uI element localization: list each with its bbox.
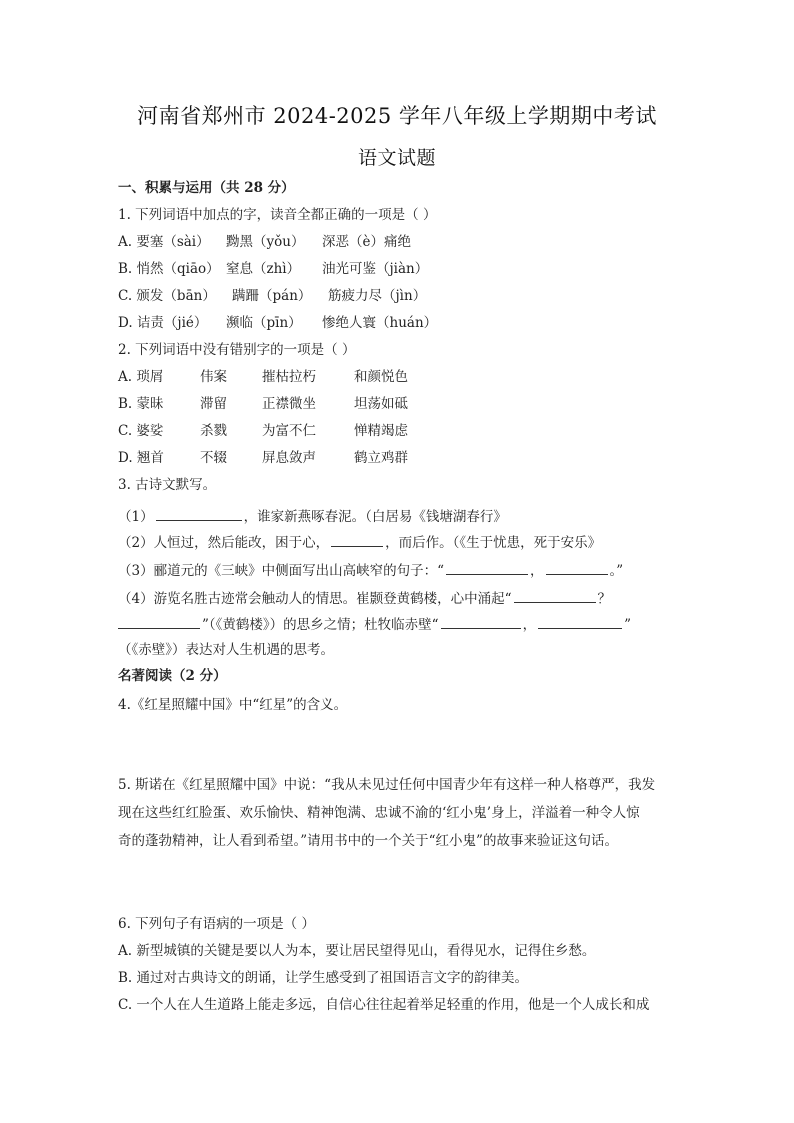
part-text: （3）郦道元的《三峡》中侧面写出山高峡窄的句子：“ bbox=[118, 563, 444, 579]
question-6-option-b: B. 通过对古典诗文的朗诵，让学生感受到了祖国语言文字的韵律美。 bbox=[118, 970, 529, 986]
option-word: 为富不仁 bbox=[262, 423, 316, 439]
question-5-line-3: 奇的蓬勃精神，让人看到希望。”请用书中的一个关于“红小鬼”的故事来验证这句话。 bbox=[118, 833, 618, 849]
part-text: ，谁家新燕啄春泥。（白居易《钱塘湖春行》 bbox=[243, 509, 507, 525]
option-word: 筋疲力尽（jìn） bbox=[328, 288, 427, 304]
option-word: C. 颁发（bān） bbox=[118, 288, 216, 304]
part-text: ” bbox=[624, 617, 631, 633]
option-word: B. 悄然（qiāo） bbox=[118, 261, 220, 277]
option-word: D. 翘首 bbox=[118, 450, 164, 466]
exam-title: 河南省郑州市 2024-2025 学年八年级上学期期中考试 bbox=[137, 104, 657, 128]
option-word: B. 蒙昧 bbox=[118, 396, 164, 412]
reading-heading: 名著阅读（2 分） bbox=[118, 668, 227, 684]
question-2-option-a bbox=[118, 367, 408, 387]
option-word: 正襟微坐 bbox=[262, 396, 316, 412]
question-3-part-4-cont bbox=[118, 614, 631, 635]
question-1-option-c bbox=[118, 286, 426, 306]
answer-blank[interactable] bbox=[538, 614, 622, 629]
question-2-option-d bbox=[118, 448, 408, 468]
answer-blank[interactable] bbox=[514, 588, 596, 603]
answer-blank[interactable] bbox=[446, 560, 528, 575]
part-text: ， bbox=[530, 563, 544, 579]
question-1-stem: 1. 下列词语中加点的字，读音全都正确的一项是（ ） bbox=[118, 207, 437, 223]
answer-blank[interactable] bbox=[118, 614, 200, 629]
part-text: ？ bbox=[597, 591, 611, 607]
option-word: A. 要塞（sài） bbox=[118, 234, 210, 250]
part-text: ， bbox=[522, 617, 537, 633]
option-word: 油光可鉴（jiàn） bbox=[322, 261, 429, 277]
question-3-part-4 bbox=[118, 588, 611, 609]
question-3-part-4-end: （《赤壁》）表达对人生机遇的思考。 bbox=[118, 642, 334, 658]
option-word: 鹤立鸡群 bbox=[354, 450, 408, 466]
option-word: D. 诘责（jié） bbox=[118, 315, 208, 331]
question-2-option-b bbox=[118, 394, 408, 414]
answer-blank[interactable] bbox=[441, 614, 521, 629]
option-word: A. 琐屑 bbox=[118, 369, 164, 385]
question-6-option-a: A. 新型城镇的关键是要以人为本，要让居民望得见山，看得见水，记得住乡愁。 bbox=[118, 943, 596, 959]
option-word: 黝黑（yǒu） bbox=[226, 234, 305, 250]
question-5-line-1: 5. 斯诺在《红星照耀中国》中说：“我从未见过任何中国青少年有这样一种人格尊严，我发 bbox=[118, 777, 656, 793]
question-1-option-a bbox=[118, 232, 411, 252]
part-label: （1） bbox=[118, 509, 154, 525]
option-word: 惨绝人寰（huán） bbox=[322, 315, 438, 331]
option-word: 濒临（pīn） bbox=[226, 315, 302, 331]
question-6-option-c: C. 一个人在人生道路上能走多远，自信心往往起着举足轻重的作用，他是一个人成长和成 bbox=[118, 997, 650, 1013]
part-text: ”（《黄鹤楼》）的思乡之情；杜牧临赤壁“ bbox=[202, 617, 439, 633]
option-word: C. 婆娑 bbox=[118, 423, 164, 439]
answer-blank[interactable] bbox=[546, 560, 608, 575]
option-word: 蹒跚（pán） bbox=[232, 288, 312, 304]
option-word: 窒息（zhì） bbox=[226, 261, 301, 277]
option-word: 坦荡如砥 bbox=[354, 396, 408, 412]
exam-subtitle: 语文试题 bbox=[357, 147, 436, 169]
question-2-option-c bbox=[118, 421, 408, 441]
answer-blank[interactable] bbox=[331, 532, 383, 547]
option-word: 和颜悦色 bbox=[354, 369, 408, 385]
part-text: （2）人恒过，然后能改，困于心， bbox=[118, 535, 330, 551]
question-3-part-2 bbox=[118, 532, 601, 553]
question-2-stem: 2. 下列词语中没有错别字的一项是（ ） bbox=[118, 342, 356, 358]
option-word: 深恶（è）痛绝 bbox=[322, 234, 411, 250]
answer-blank[interactable] bbox=[156, 506, 242, 521]
question-1-option-d bbox=[118, 313, 437, 333]
section-heading: 一、积累与运用（共 28 分） bbox=[118, 180, 295, 196]
part-text: 。” bbox=[609, 563, 624, 579]
question-3-stem: 3. 古诗文默写。 bbox=[118, 477, 217, 493]
question-3-part-3 bbox=[118, 560, 623, 581]
option-word: 伟案 bbox=[200, 369, 227, 385]
question-4: 4.《红星照耀中国》中“红星”的含义。 bbox=[118, 697, 348, 713]
option-word: 滞留 bbox=[200, 396, 227, 412]
question-5-line-2: 现在这些红红脸蛋、欢乐愉快、精神饱满、忠诚不渝的‘红小鬼’身上，洋溢着一种令人惊 bbox=[118, 805, 640, 821]
question-3-part-1 bbox=[118, 506, 507, 527]
option-word: 不辍 bbox=[200, 450, 227, 466]
option-word: 惮精竭虑 bbox=[354, 423, 408, 439]
option-word: 屏息敛声 bbox=[262, 450, 316, 466]
part-text: （4）游览名胜古迹常会触动人的情思。崔颢登黄鹤楼，心中涌起“ bbox=[118, 591, 512, 607]
question-6-stem: 6. 下列句子有语病的一项是（ ） bbox=[118, 916, 315, 932]
option-word: 杀戮 bbox=[200, 423, 227, 439]
question-1-option-b bbox=[118, 259, 428, 279]
part-text: ，而后作。（《生于忧患，死于安乐》 bbox=[385, 535, 602, 551]
option-word: 摧枯拉朽 bbox=[262, 369, 316, 385]
